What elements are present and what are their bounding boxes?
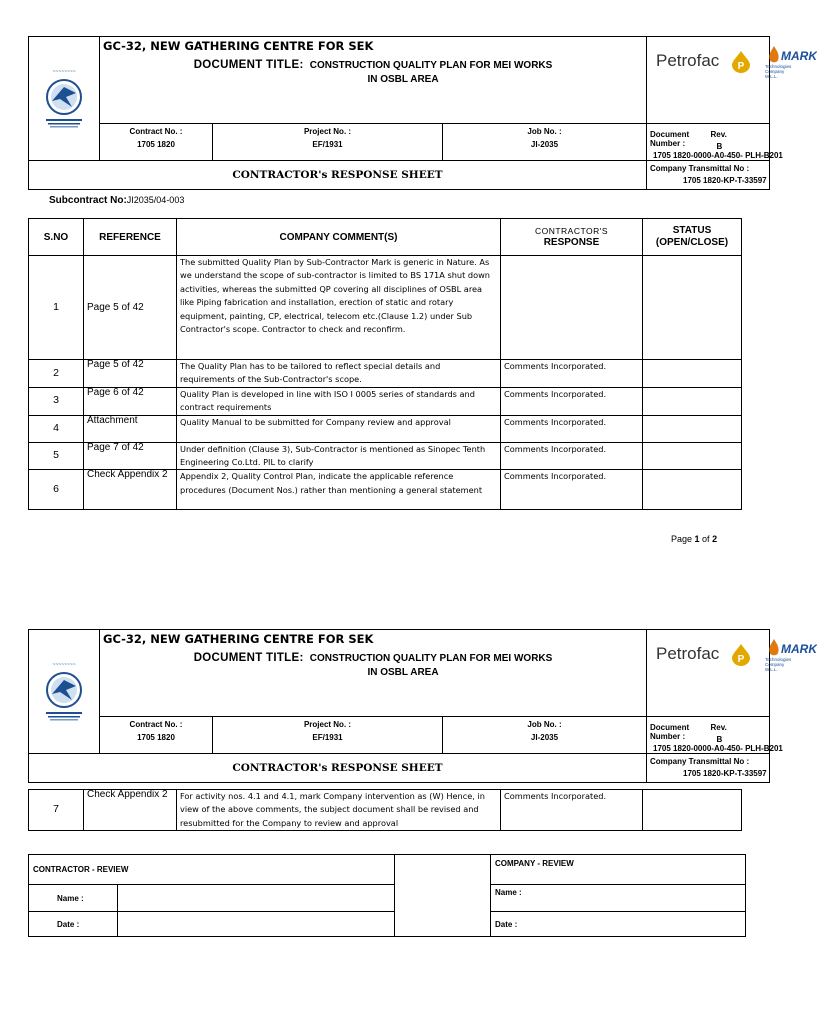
document-header	[28, 36, 817, 185]
table-row	[29, 360, 742, 388]
row-sno: 5	[29, 442, 84, 470]
project-name: GC-32, NEW GATHERING CENTRE FOR SEK	[103, 632, 374, 646]
doc-number-cell: Document Number : 1705 1820-0000-A0-450- PLH-B201	[647, 717, 699, 754]
job-cell: Job No. : JI-2035	[443, 124, 647, 161]
table-row	[29, 387, 742, 415]
row-sno: 4	[29, 415, 84, 442]
row-response: Comments Incorporated.	[501, 470, 643, 510]
contract-cell: Contract No. : 1705 1820	[100, 124, 213, 161]
table-row	[29, 442, 742, 470]
transmittal-number: 1705 1820-KP-T-33597	[683, 176, 767, 185]
mark-flame-icon	[767, 639, 781, 657]
row-reference: Page 5 of 42	[84, 256, 177, 360]
project-no-cell: Project No. : EF/1931	[213, 717, 443, 754]
page-total: 2	[712, 534, 718, 544]
rev-label: Rev.	[710, 723, 727, 732]
col-header-comment: COMPANY COMMENT(S)	[177, 219, 501, 256]
mark-logo-text: MARK	[781, 642, 817, 656]
svg-text:~~~~~~~~: ~~~~~~~~	[52, 662, 76, 668]
project-number: EF/1931	[312, 140, 343, 149]
row-status	[643, 360, 742, 388]
comments-table	[28, 218, 742, 510]
company-logo-cell	[29, 630, 100, 754]
row-reference: Page 6 of 42	[84, 387, 177, 415]
contractor-date-field[interactable]	[118, 912, 395, 937]
row-reference: Page 5 of 42	[84, 360, 177, 388]
subcontract-number: JI2035/04-003	[126, 195, 185, 205]
response-sheet-title: CONTRACTOR's RESPONSE SHEET	[232, 169, 443, 181]
transmittal-number: 1705 1820-KP-T-33597	[683, 769, 767, 778]
row-comment: The Quality Plan has to be tailored to reflect special details and requirements of the Sub-Contractor's scope.	[177, 360, 501, 388]
row-comment: Quality Plan is developed in line with ISO I 0005 series of standards and contract requirements	[177, 387, 501, 415]
row-reference: Check Appendix 2	[84, 790, 177, 831]
contract-number: 1705 1820	[137, 140, 175, 149]
subcontract-line	[49, 195, 184, 206]
doc-number-cell: Document Number : 1705 1820-0000-A0-450- PLH-B201	[647, 124, 699, 161]
mark-logo-text: MARK	[781, 49, 817, 63]
table-row	[29, 256, 742, 360]
contractor-logos-cell	[647, 630, 817, 717]
kuwait-oil-company-logo-icon	[36, 67, 92, 137]
contractor-logos-cell	[647, 37, 817, 124]
comments-table-continued	[28, 789, 742, 831]
table-row	[29, 470, 742, 510]
job-cell: Job No. : JI-2035	[443, 717, 647, 754]
petrofac-drop-icon	[731, 644, 751, 666]
row-status	[643, 256, 742, 360]
review-spacer	[395, 855, 491, 937]
row-reference: Check Appendix 2	[84, 470, 177, 510]
contract-cell: Contract No. : 1705 1820	[100, 717, 213, 754]
contractor-name-field[interactable]	[118, 885, 395, 912]
row-status	[643, 470, 742, 510]
contract-number: 1705 1820	[137, 733, 175, 742]
company-name-label[interactable]: Name :	[491, 885, 746, 912]
row-sno: 1	[29, 256, 84, 360]
mark-subtitle: Technologies Company W.L.L.	[765, 657, 792, 672]
doc-title-label: DOCUMENT TITLE:	[193, 652, 304, 664]
petrofac-logo-text: Petrofac	[656, 644, 720, 663]
row-comment: Quality Manual to be submitted for Company review and approval	[177, 415, 501, 442]
mark-flame-icon	[767, 46, 781, 64]
response-sheet-title: CONTRACTOR's RESPONSE SHEET	[232, 762, 443, 774]
row-status	[643, 442, 742, 470]
row-comment: Under definition (Clause 3), Sub-Contractor is mentioned as Sinopec Tenth Engineering Co.Ltd. PIL to clarify	[177, 442, 501, 470]
title-cell	[100, 37, 647, 124]
col-header-status: STATUS (OPEN/CLOSE)	[643, 219, 742, 256]
petrofac-drop-icon	[731, 51, 751, 73]
contractor-date-label: Date :	[29, 912, 118, 937]
doc-title-line2: IN OSBL AREA	[367, 74, 439, 85]
row-reference: Attachment	[84, 415, 177, 442]
row-sno: 6	[29, 470, 84, 510]
transmittal-cell: Company Transmittal No : 1705 1820-KP-T-33597	[647, 754, 770, 783]
row-response: Comments Incorporated.	[501, 442, 643, 470]
job-number: JI-2035	[530, 733, 559, 742]
row-response: Comments Incorporated.	[501, 387, 643, 415]
row-response: Comments Incorporated.	[501, 790, 643, 831]
table-row	[29, 790, 742, 831]
contractor-name-label: Name :	[29, 885, 118, 912]
project-no-cell: Project No. : EF/1931	[213, 124, 443, 161]
page-number: Page 1 of 2	[671, 534, 718, 544]
row-status	[643, 790, 742, 831]
row-response: Comments Incorporated.	[501, 360, 643, 388]
project-number: EF/1931	[312, 733, 343, 742]
contractor-review-label: CONTRACTOR - REVIEW	[29, 855, 395, 885]
col-header-sno: S.NO	[29, 219, 84, 256]
svg-text:P: P	[737, 654, 745, 665]
doc-title-line1: CONSTRUCTION QUALITY PLAN FOR MEI WORKS	[309, 653, 553, 664]
doc-title-line2: IN OSBL AREA	[367, 667, 439, 678]
doc-title-line1: CONSTRUCTION QUALITY PLAN FOR MEI WORKS	[309, 60, 553, 71]
project-name: GC-32, NEW GATHERING CENTRE FOR SEK	[103, 39, 374, 53]
row-comment: For activity nos. 4.1 and 4.1, mark Company intervention as (W) Hence, in view of the above comments, the subject document shall be revised and resubmitted for the Company to review and approval	[177, 790, 501, 831]
row-response	[501, 256, 643, 360]
col-header-response: CONTRACTOR'S RESPONSE	[501, 219, 643, 256]
company-date-label[interactable]: Date :	[491, 912, 746, 937]
row-comment: The submitted Quality Plan by Sub-Contractor Mark is generic in Nature. As we understand the scope of sub-contractor is limited to BS 171A shut down activities, whereas the submitted QP covering all disciplines of OSBL area like Piping fabrication and installation, erection of static and rotary equipment, painting, CP, electrical, telecom etc.(Clause 1.2) under Sub Contractor's scope. Contractor to check and reconfirm.	[177, 256, 501, 360]
row-reference: Page 7 of 42	[84, 442, 177, 470]
mark-subtitle: Technologies Company W.L.L.	[765, 64, 792, 79]
response-sheet-title-cell	[29, 754, 647, 783]
transmittal-cell: Company Transmittal No : 1705 1820-KP-T-33597	[647, 161, 770, 190]
title-cell	[100, 630, 647, 717]
document-header-2	[28, 629, 817, 778]
kuwait-oil-company-logo-icon	[36, 660, 92, 730]
col-header-reference: REFERENCE	[84, 219, 177, 256]
row-status	[643, 387, 742, 415]
company-review-label: COMPANY - REVIEW	[491, 855, 746, 885]
page-current: 1	[694, 534, 700, 544]
row-sno: 3	[29, 387, 84, 415]
svg-text:P: P	[737, 61, 745, 72]
svg-text:~~~~~~~~: ~~~~~~~~	[52, 69, 76, 75]
review-table	[28, 854, 746, 937]
company-logo-cell	[29, 37, 100, 161]
row-sno: 2	[29, 360, 84, 388]
row-status	[643, 415, 742, 442]
rev-label: Rev.	[710, 130, 727, 139]
doc-title-label: DOCUMENT TITLE:	[193, 59, 304, 71]
table-row	[29, 415, 742, 442]
document-number: 1705 1820-0000-A0-450- PLH-B201	[653, 151, 783, 160]
rev-value: B	[716, 735, 723, 744]
response-sheet-title-cell	[29, 161, 647, 190]
document-number: 1705 1820-0000-A0-450- PLH-B201	[653, 744, 783, 753]
row-comment: Appendix 2, Quality Control Plan, indicate the applicable reference procedures (Document Nos.) rather than mentioning a general statement	[177, 470, 501, 510]
subcontract-label: Subcontract No:	[49, 195, 127, 206]
rev-value: B	[716, 142, 723, 151]
job-number: JI-2035	[530, 140, 559, 149]
row-sno: 7	[29, 790, 84, 831]
petrofac-logo-text: Petrofac	[656, 51, 720, 70]
row-response: Comments Incorporated.	[501, 415, 643, 442]
